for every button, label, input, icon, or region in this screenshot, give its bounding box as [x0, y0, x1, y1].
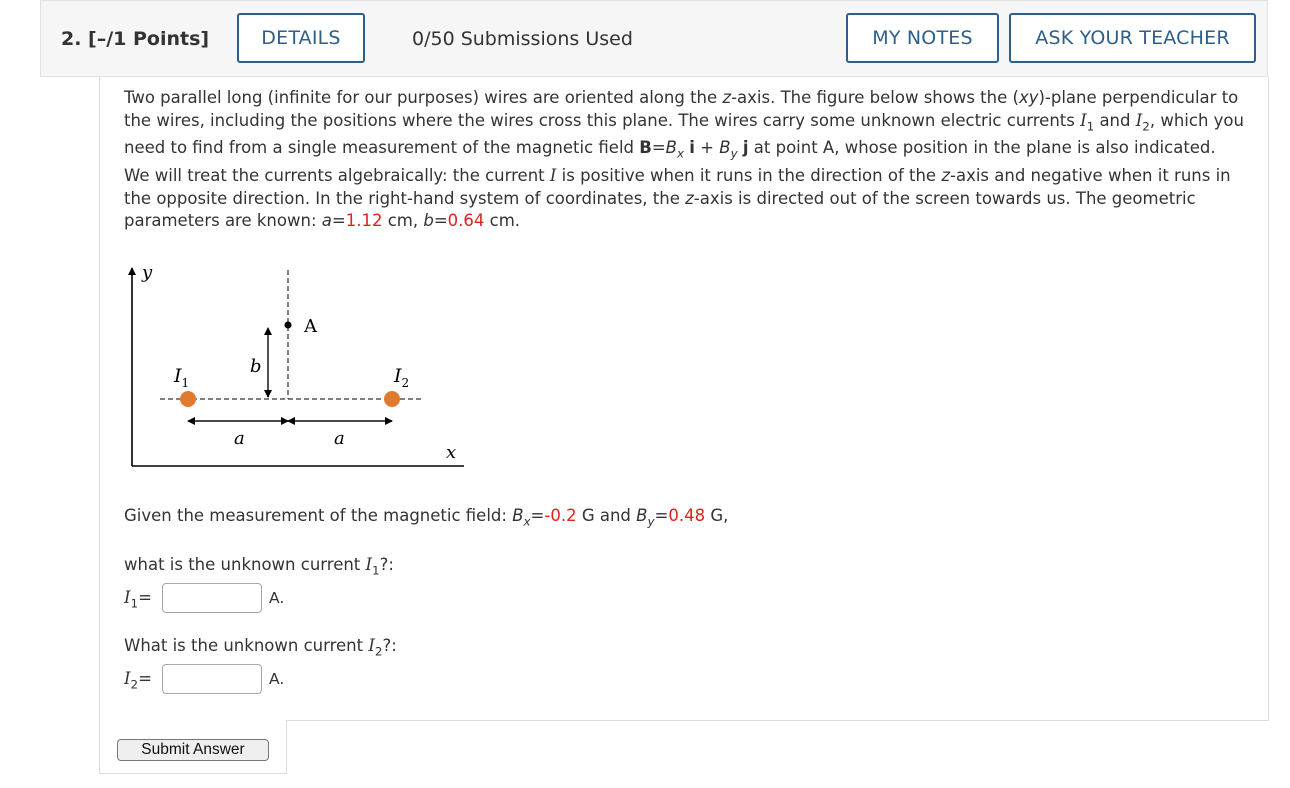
a-label-right: a — [334, 428, 345, 449]
answer-label-i2: $I_2=$ — [124, 669, 152, 692]
wire-diagram — [124, 258, 484, 478]
wire-2-label: $I_2$ — [394, 365, 410, 390]
wire-2 — [384, 391, 400, 407]
unit-label-i1: A. — [269, 589, 285, 607]
question-number: 2. [–/1 Points] — [61, 28, 210, 50]
answer-label-i1: $I_1=$ — [124, 588, 152, 611]
point-a — [285, 322, 292, 329]
b-label: b — [250, 356, 262, 377]
a-value: 1.12 — [345, 211, 383, 231]
question-header — [40, 0, 1268, 77]
submissions-used: 0/50 Submissions Used — [412, 28, 633, 50]
question-i1: what is the unknown current $I_1$?: — [124, 555, 394, 578]
y-axis-label: y — [142, 262, 153, 283]
wire-1-label: $I_1$ — [174, 365, 190, 390]
submit-answer-button[interactable]: Submit Answer — [117, 739, 269, 761]
wire-1 — [180, 391, 196, 407]
my-notes-button[interactable]: MY NOTES — [846, 13, 999, 63]
b-value: 0.64 — [447, 211, 485, 231]
point-a-label: A — [304, 316, 317, 337]
answer-input-i2[interactable] — [162, 664, 262, 694]
details-button[interactable]: DETAILS — [237, 13, 365, 63]
x-axis-label: x — [446, 442, 457, 463]
question-prompt: Two parallel long (infinite for our purposes) wires are oriented along the z-axis. The figure below shows the (xy)-plane perpendicular to the wires, including the positions where the wires cross this plane. The wires carry some unknown electric currents $I_1$ and $I_2$, which you need to find from a single measurement of the magnetic field $B=B_x$ $i + B_y$ j at point A, whose position in the plane is also indicated. We will treat the currents algebraically: the current I is positive when it runs in the direction of the z-axis and negative when it runs in the opposite direction. In the right-hand system of coordinates, the z-axis is directed out of the screen towards us. The geometric parameters are known: a=1.12 cm, b=0.64 cm. — [124, 88, 1244, 231]
question-i2: What is the unknown current $I_2$?: — [124, 636, 397, 659]
by-value: 0.48 — [668, 506, 706, 525]
given-measurement: Given the measurement of the magnetic field: $B_x=-0.2$ G and $B_y=0.48$ G, — [124, 506, 729, 529]
ask-teacher-button[interactable]: ASK YOUR TEACHER — [1009, 13, 1256, 63]
answer-input-i1[interactable] — [162, 583, 262, 613]
a-label-left: a — [234, 428, 245, 449]
bx-value: -0.2 — [544, 506, 577, 525]
unit-label-i2: A. — [269, 670, 285, 688]
